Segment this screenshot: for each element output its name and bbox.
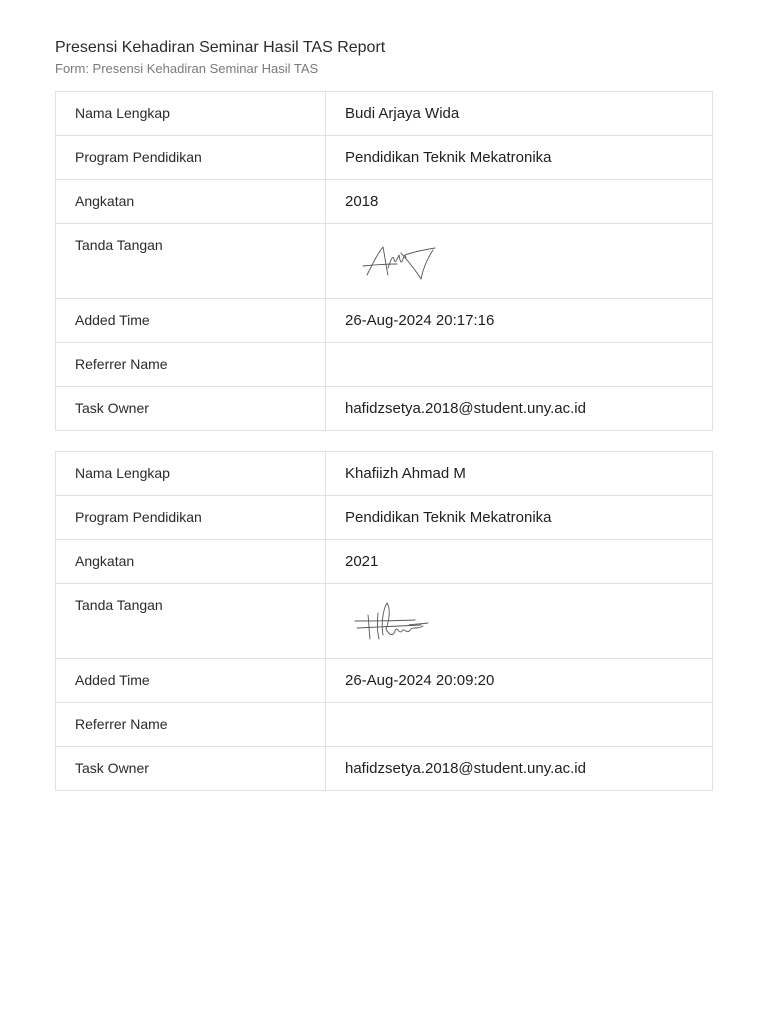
field-label-referrer-name: Referrer Name (56, 343, 326, 387)
table-row (56, 387, 713, 431)
signature-image (353, 595, 443, 645)
field-label-added-time: Added Time (56, 299, 326, 343)
field-label-referrer-name: Referrer Name (56, 703, 326, 747)
field-value-nama-lengkap: Budi Arjaya Wida (345, 105, 460, 122)
table-row (56, 540, 713, 584)
field-value-task-owner: hafidzsetya.2018@student.uny.ac.id (326, 387, 713, 431)
field-label-nama-lengkap: Nama Lengkap (56, 92, 326, 136)
field-label-angkatan: Angkatan (56, 540, 326, 584)
table-row (56, 452, 713, 496)
field-label-task-owner: Task Owner (56, 387, 326, 431)
field-label-task-owner: Task Owner (56, 747, 326, 791)
field-value-program-pendidikan: Pendidikan Teknik Mekatronika (326, 496, 713, 540)
table-row (56, 584, 713, 659)
field-value-angkatan: 2018 (326, 180, 713, 224)
field-value-added-time: 26-Aug-2024 20:17:16 (326, 299, 713, 343)
table-row (56, 703, 713, 747)
field-value-added-time: 26-Aug-2024 20:09:20 (326, 659, 713, 703)
field-value-program-pendidikan: Pendidikan Teknik Mekatronika (326, 136, 713, 180)
signature-image (353, 235, 443, 285)
field-value-tanda-tangan (326, 224, 713, 299)
report-title: Presensi Kehadiran Seminar Hasil TAS Report (55, 39, 386, 56)
records-list (55, 91, 713, 791)
table-row (56, 659, 713, 703)
table-row (56, 224, 713, 299)
table-row (56, 496, 713, 540)
form-subtitle: Form: Presensi Kehadiran Seminar Hasil TAS (55, 61, 319, 76)
field-value-referrer-name (326, 703, 713, 747)
field-value-referrer-name (326, 343, 713, 387)
field-value-task-owner: hafidzsetya.2018@student.uny.ac.id (326, 747, 713, 791)
table-row (56, 343, 713, 387)
field-value-angkatan: 2021 (326, 540, 713, 584)
field-value-tanda-tangan (326, 584, 713, 659)
table-row (56, 180, 713, 224)
record-table-2 (55, 451, 713, 791)
field-label-tanda-tangan: Tanda Tangan (56, 224, 326, 299)
field-label-added-time: Added Time (56, 659, 326, 703)
table-row (56, 92, 713, 136)
table-row (56, 299, 713, 343)
field-label-angkatan: Angkatan (56, 180, 326, 224)
field-label-tanda-tangan: Tanda Tangan (56, 584, 326, 659)
field-label-nama-lengkap: Nama Lengkap (56, 452, 326, 496)
field-label-program-pendidikan: Program Pendidikan (56, 136, 326, 180)
record-table-1 (55, 91, 713, 431)
field-value-nama-lengkap: Khafiizh Ahmad M (345, 465, 466, 482)
table-row (56, 747, 713, 791)
table-row (56, 136, 713, 180)
field-label-program-pendidikan: Program Pendidikan (56, 496, 326, 540)
